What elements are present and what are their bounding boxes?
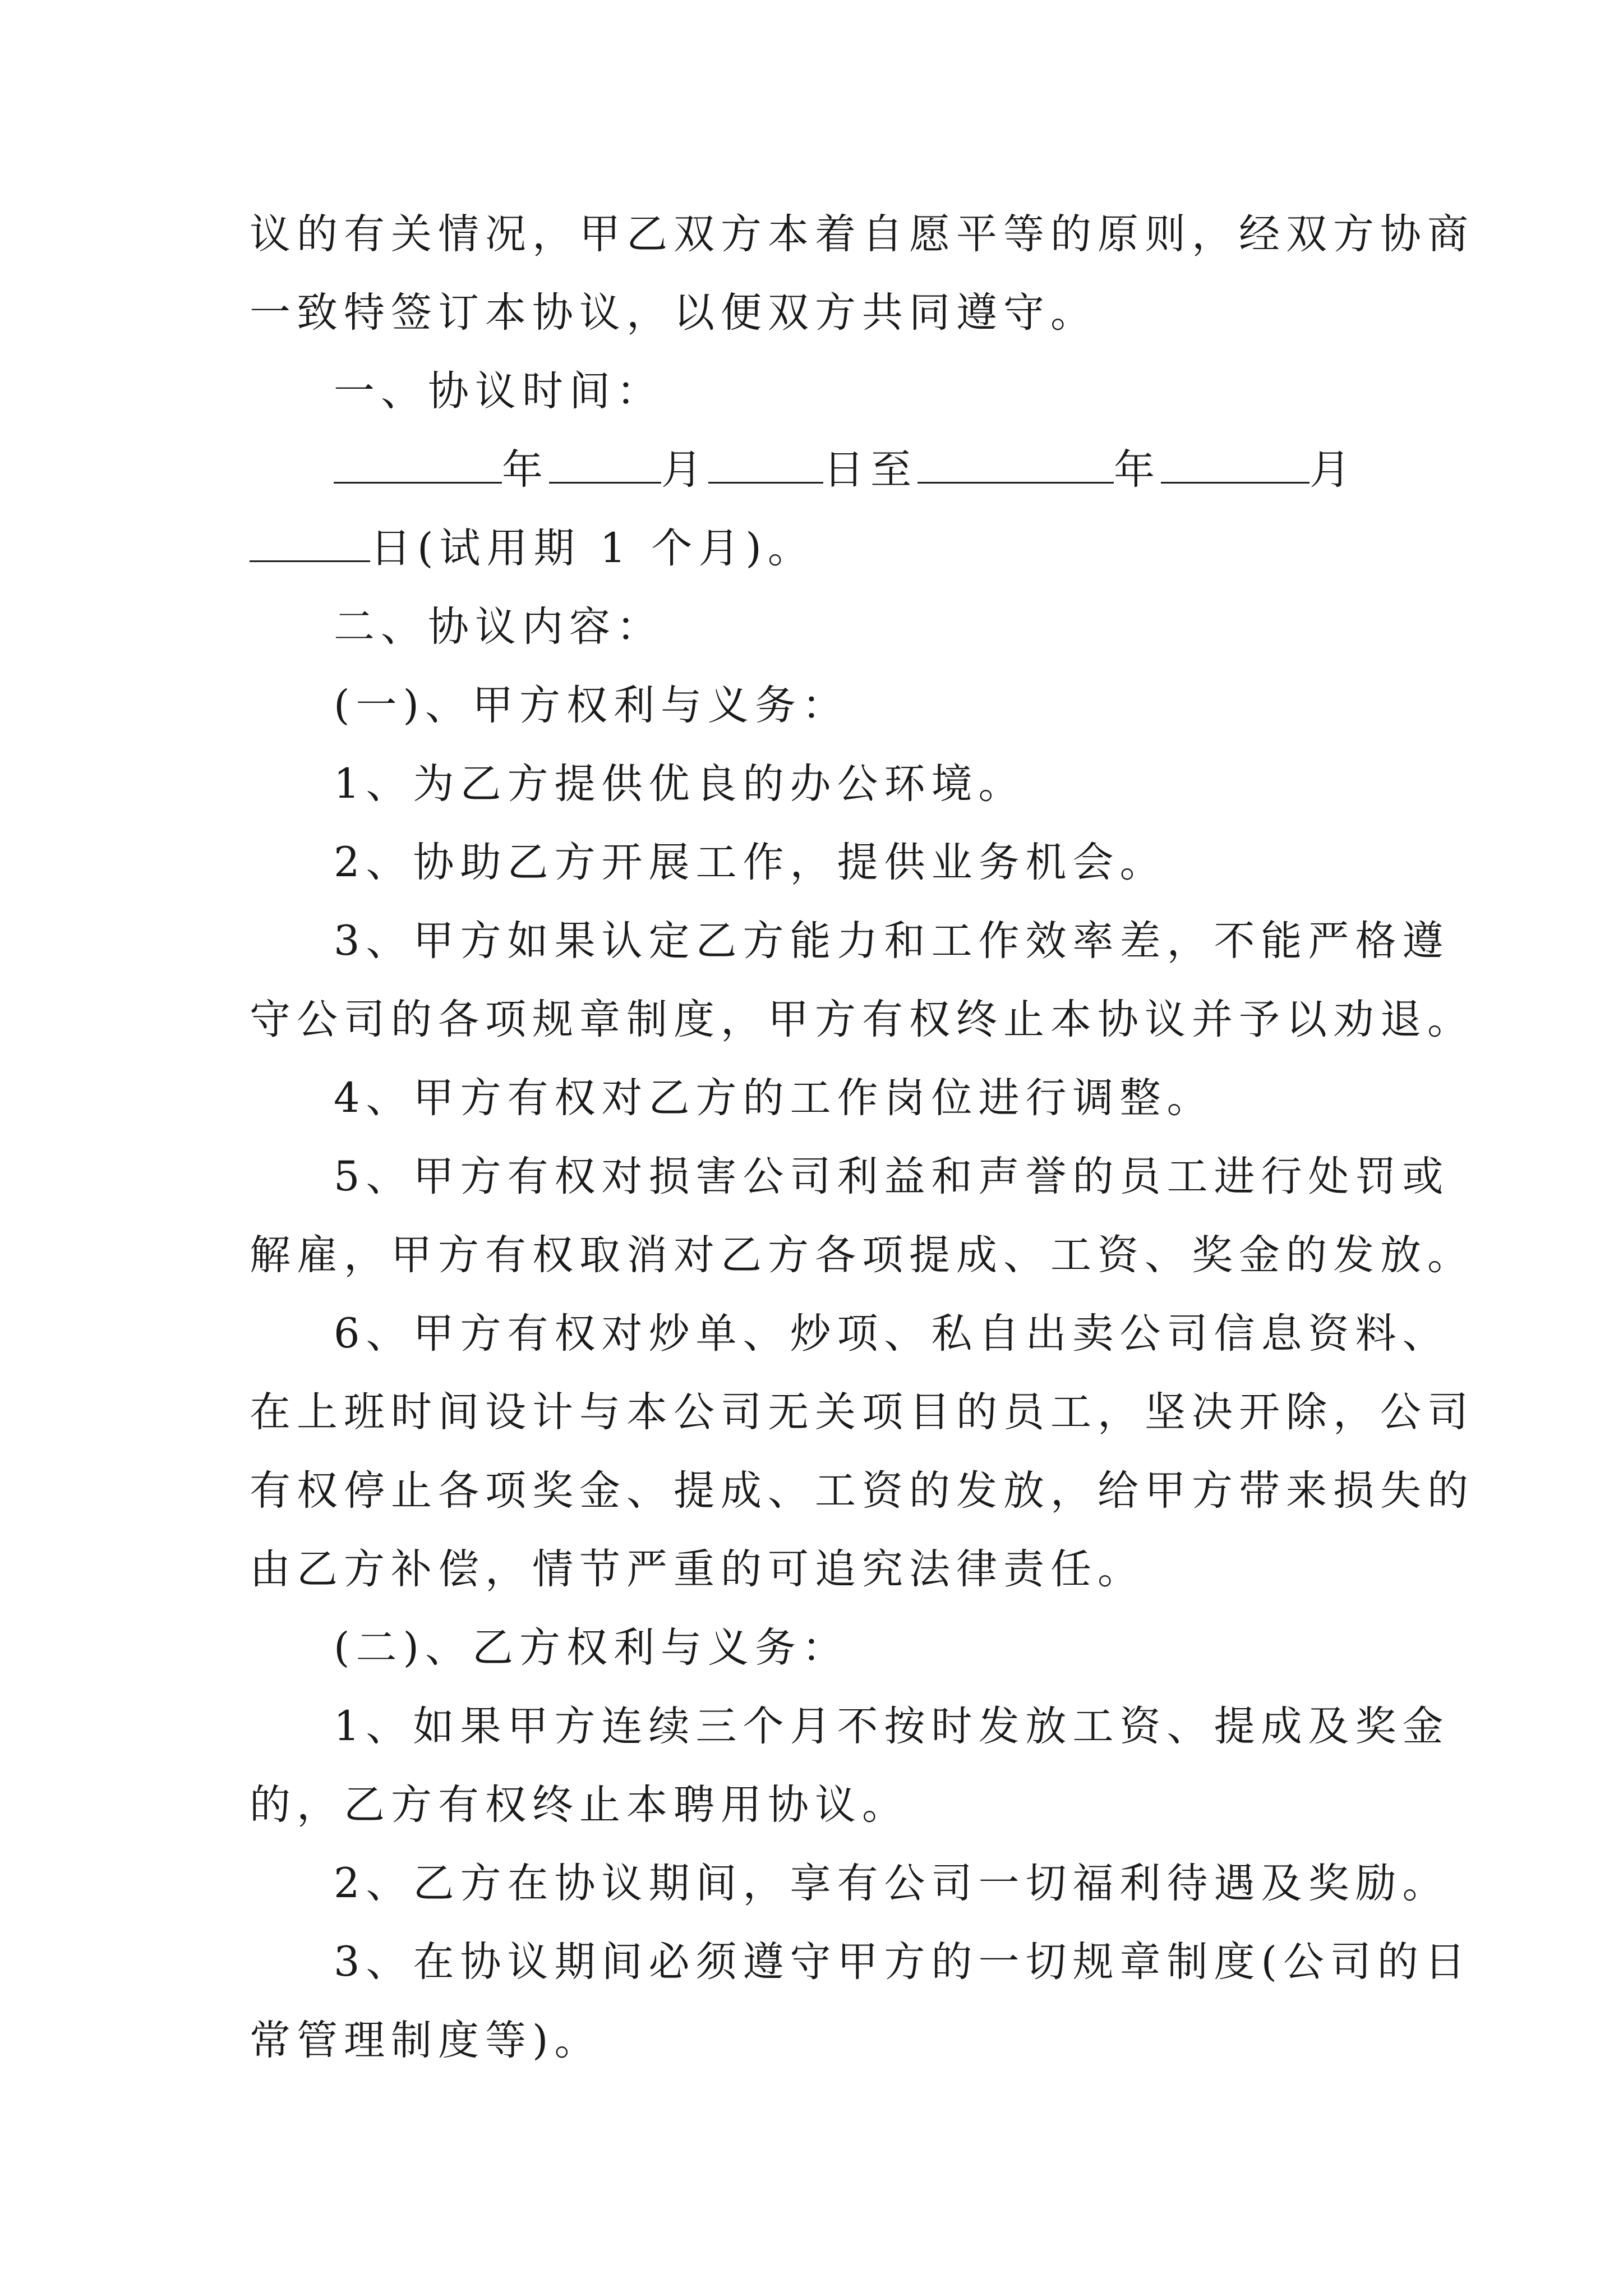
fill-blank[interactable] xyxy=(250,526,370,562)
fill-blank[interactable] xyxy=(334,447,502,484)
date-label: 日(试用期 1 个月)。 xyxy=(370,524,815,572)
subsection-heading: (一)、甲方权利与义务： xyxy=(334,682,849,729)
list-item: 3、在协议期间必须遵守甲方的一切规章制度(公司的日 xyxy=(334,1938,1472,1986)
subsection-heading: (二)、乙方权利与义务： xyxy=(334,1624,849,1672)
date-label: 年 xyxy=(502,446,549,494)
list-item-continued: 解雇，甲方有权取消对乙方各项提成、工资、奖金的发放。 xyxy=(250,1231,1474,1279)
fill-blank[interactable] xyxy=(549,447,661,484)
list-item: 6、甲方有权对炒单、炒项、私自出卖公司信息资料、 xyxy=(334,1310,1450,1358)
date-label: 月 xyxy=(661,446,708,494)
paragraph-line: 一致特签订本协议，以便双方共同遵守。 xyxy=(250,289,1098,337)
list-item-continued: 守公司的各项规章制度，甲方有权终止本协议并予以劝退。 xyxy=(250,996,1474,1043)
list-item-continued: 在上班时间设计与本公司无关项目的员工，坚决开除，公司 xyxy=(250,1388,1474,1436)
date-label: 月 xyxy=(1310,446,1357,494)
list-item: 1、为乙方提供优良的办公环境。 xyxy=(334,760,1026,808)
date-range-line-continued xyxy=(250,521,815,577)
section-heading: 二、协议内容： xyxy=(334,603,663,651)
fill-blank[interactable] xyxy=(708,447,823,484)
paragraph-line: 议的有关情况，甲乙双方本着自愿平等的原则，经双方协商 xyxy=(250,210,1474,258)
list-item: 4、甲方有权对乙方的工作岗位进行调整。 xyxy=(334,1074,1214,1122)
list-item-continued: 有权停止各项奖金、提成、工资的发放，给甲方带来损失的 xyxy=(250,1467,1474,1515)
list-item: 5、甲方有权对损害公司利益和声誉的员工进行处罚或 xyxy=(334,1153,1450,1200)
list-item-continued: 由乙方补偿，情节严重的可追究法律责任。 xyxy=(250,1545,1145,1593)
list-item-continued: 的，乙方有权终止本聘用协议。 xyxy=(250,1781,909,1829)
date-range-line xyxy=(334,442,1357,498)
list-item: 2、乙方在协议期间，享有公司一切福利待遇及奖励。 xyxy=(334,1860,1450,1907)
date-label: 年 xyxy=(1114,446,1161,494)
fill-blank[interactable] xyxy=(1161,447,1310,484)
list-item: 3、甲方如果认定乙方能力和工作效率差，不能严格遵 xyxy=(334,917,1450,965)
date-label: 日至 xyxy=(823,446,917,494)
section-heading: 一、协议时间： xyxy=(334,367,663,415)
list-item: 2、协助乙方开展工作，提供业务机会。 xyxy=(334,839,1167,886)
list-item: 1、如果甲方连续三个月不按时发放工资、提成及奖金 xyxy=(334,1703,1450,1750)
fill-blank[interactable] xyxy=(917,447,1114,484)
list-item-continued: 常管理制度等)。 xyxy=(250,2017,602,2064)
